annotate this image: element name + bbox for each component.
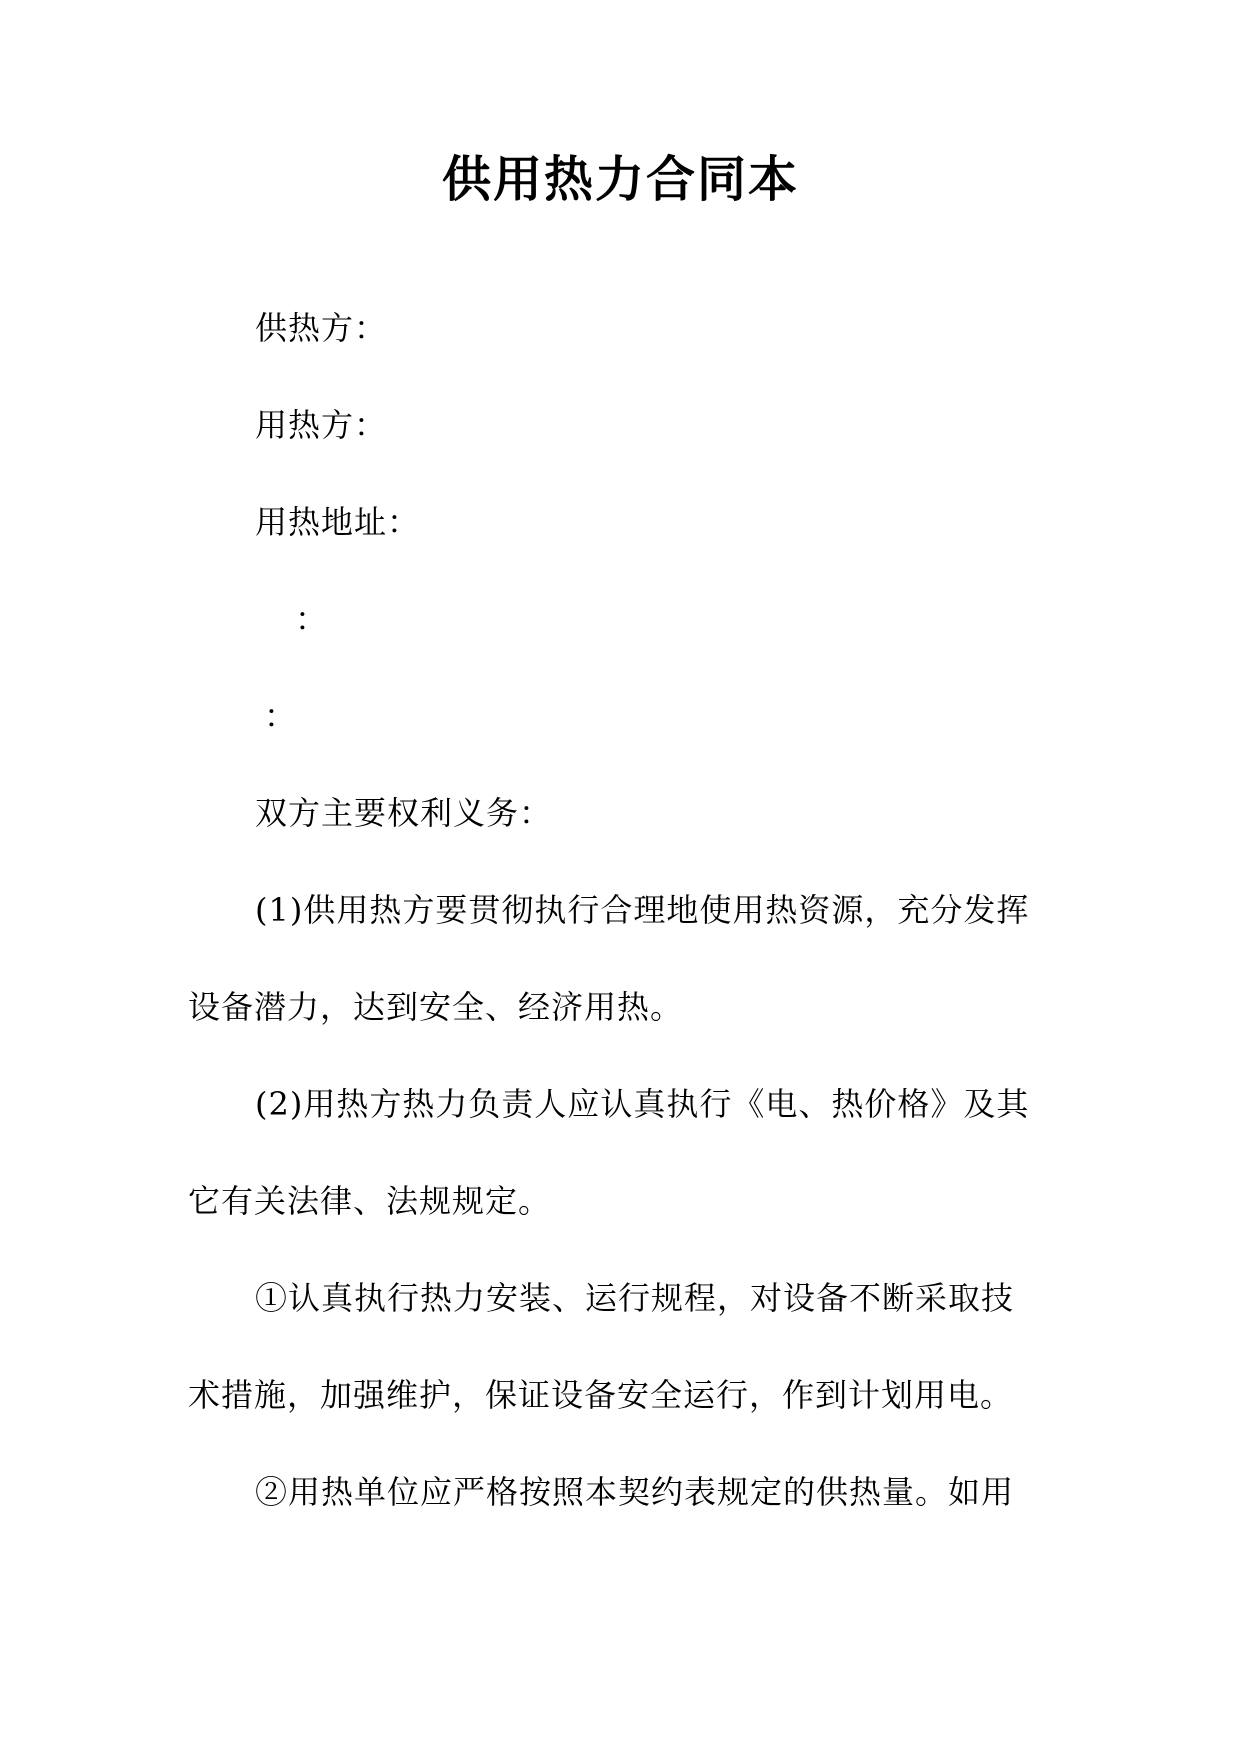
clause-1-line-1: (1)供用热方要贯彻执行合理地使用热资源，充分发挥 [255,891,1030,929]
item-2-line-1: ②用热单位应严格按照本契约表规定的供热量。如用 [255,1473,1015,1511]
clause-1-line-2: 设备潜力，达到安全、经济用热。 [188,988,684,1026]
rights-heading: 双方主要权利义务： [255,794,553,832]
user-label: 用热方： [255,406,388,444]
blank-field-1: ： [295,600,329,638]
clause-2-line-1: (2)用热方热力负责人应认真执行《电、热价格》及其 [255,1085,1030,1123]
document-title: 供用热力合同本 [441,151,799,208]
supplier-label: 供热方： [255,309,388,347]
item-1-line-2: 术措施，加强维护，保证设备安全运行，作到计划用电。 [188,1376,1014,1414]
item-1-line-1: ①认真执行热力安装、运行规程，对设备不断采取技 [255,1279,1015,1317]
clause-2-line-2: 它有关法律、法规规定。 [188,1182,552,1220]
address-label: 用热地址： [255,503,421,541]
blank-field-2: ： [264,697,298,735]
